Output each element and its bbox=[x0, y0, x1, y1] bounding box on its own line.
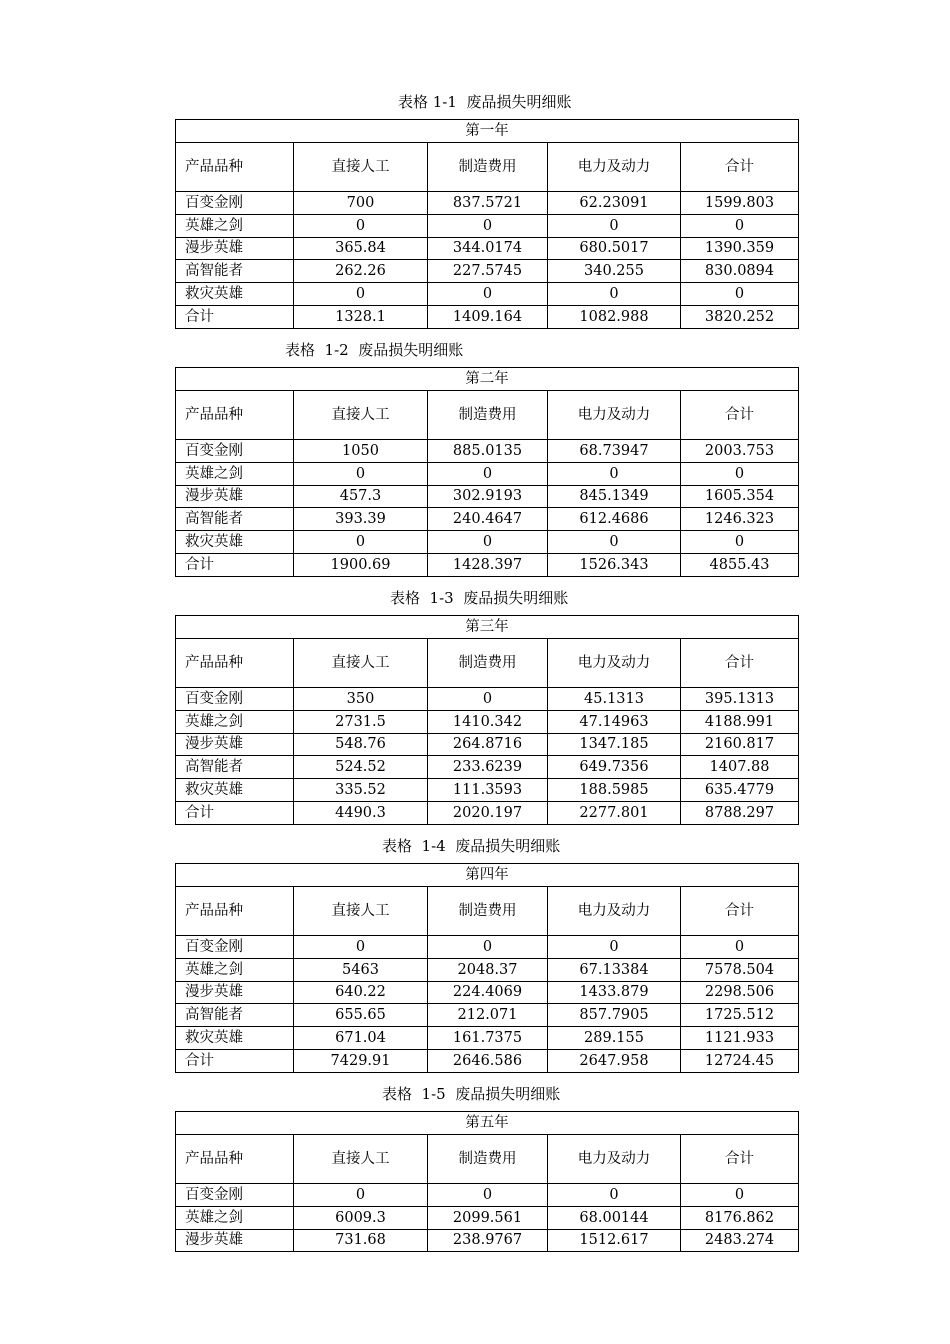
value-cell: 2003.753 bbox=[681, 440, 799, 463]
value-cell: 1082.988 bbox=[548, 305, 681, 328]
value-cell: 0 bbox=[428, 688, 548, 711]
table-row bbox=[176, 733, 799, 756]
product-name-cell: 漫步英雄 bbox=[176, 733, 294, 756]
value-cell: 161.7375 bbox=[428, 1027, 548, 1050]
value-cell: 885.0135 bbox=[428, 440, 548, 463]
value-cell: 2277.801 bbox=[548, 801, 681, 824]
value-cell: 612.4686 bbox=[548, 508, 681, 531]
column-header: 合计 bbox=[681, 887, 799, 936]
value-cell: 1390.359 bbox=[681, 237, 799, 260]
table-row bbox=[176, 283, 799, 306]
table-row bbox=[176, 756, 799, 779]
total-row bbox=[176, 305, 799, 328]
year-cell: 第四年 bbox=[176, 864, 799, 887]
column-header: 制造费用 bbox=[428, 639, 548, 688]
column-header: 电力及动力 bbox=[548, 639, 681, 688]
value-cell: 1428.397 bbox=[428, 553, 548, 576]
table-row bbox=[176, 237, 799, 260]
value-cell: 0 bbox=[681, 283, 799, 306]
value-cell: 289.155 bbox=[548, 1027, 681, 1050]
column-header: 产品品种 bbox=[176, 639, 294, 688]
column-header: 直接人工 bbox=[294, 391, 428, 440]
value-cell: 680.5017 bbox=[548, 237, 681, 260]
value-cell: 8176.862 bbox=[681, 1206, 799, 1229]
value-cell: 655.65 bbox=[294, 1004, 428, 1027]
table-row bbox=[176, 1206, 799, 1229]
product-name-cell: 英雄之剑 bbox=[176, 214, 294, 237]
column-header: 合计 bbox=[681, 1135, 799, 1184]
value-cell: 68.73947 bbox=[548, 440, 681, 463]
value-cell: 62.23091 bbox=[548, 192, 681, 215]
column-header: 制造费用 bbox=[428, 1135, 548, 1184]
value-cell: 7578.504 bbox=[681, 958, 799, 981]
value-cell: 524.52 bbox=[294, 756, 428, 779]
table-row bbox=[176, 1027, 799, 1050]
value-cell: 233.6239 bbox=[428, 756, 548, 779]
table-row bbox=[176, 260, 799, 283]
value-cell: 224.4069 bbox=[428, 981, 548, 1004]
value-cell: 830.0894 bbox=[681, 260, 799, 283]
value-cell: 0 bbox=[294, 214, 428, 237]
value-cell: 0 bbox=[548, 283, 681, 306]
product-name-cell: 漫步英雄 bbox=[176, 1229, 294, 1252]
value-cell: 6009.3 bbox=[294, 1206, 428, 1229]
product-name-cell: 漫步英雄 bbox=[176, 237, 294, 260]
table-row bbox=[176, 710, 799, 733]
value-cell: 1347.185 bbox=[548, 733, 681, 756]
value-cell: 1526.343 bbox=[548, 553, 681, 576]
column-header: 电力及动力 bbox=[548, 143, 681, 192]
value-cell: 5463 bbox=[294, 958, 428, 981]
value-cell: 238.9767 bbox=[428, 1229, 548, 1252]
product-name-cell: 英雄之剑 bbox=[176, 958, 294, 981]
column-header: 直接人工 bbox=[294, 639, 428, 688]
value-cell: 1409.164 bbox=[428, 305, 548, 328]
product-name-cell: 英雄之剑 bbox=[176, 1206, 294, 1229]
value-cell: 111.3593 bbox=[428, 779, 548, 802]
table-row bbox=[176, 214, 799, 237]
product-name-cell: 百变金刚 bbox=[176, 936, 294, 959]
table-row bbox=[176, 958, 799, 981]
value-cell: 0 bbox=[294, 936, 428, 959]
value-cell: 2731.5 bbox=[294, 710, 428, 733]
total-row bbox=[176, 553, 799, 576]
year-row bbox=[176, 120, 799, 143]
value-cell: 1121.933 bbox=[681, 1027, 799, 1050]
column-header: 电力及动力 bbox=[548, 391, 681, 440]
value-cell: 212.071 bbox=[428, 1004, 548, 1027]
column-header: 电力及动力 bbox=[548, 1135, 681, 1184]
product-name-cell: 百变金刚 bbox=[176, 688, 294, 711]
year-cell: 第二年 bbox=[176, 368, 799, 391]
table-row bbox=[176, 485, 799, 508]
scrap-loss-table-5 bbox=[175, 1111, 799, 1252]
header-row bbox=[176, 143, 799, 192]
table-row bbox=[176, 936, 799, 959]
product-name-cell: 漫步英雄 bbox=[176, 485, 294, 508]
column-header: 合计 bbox=[681, 639, 799, 688]
year-row bbox=[176, 616, 799, 639]
value-cell: 7429.91 bbox=[294, 1049, 428, 1072]
table-row bbox=[176, 981, 799, 1004]
table-row bbox=[176, 688, 799, 711]
header-row bbox=[176, 1135, 799, 1184]
value-cell: 0 bbox=[681, 1184, 799, 1207]
value-cell: 264.8716 bbox=[428, 733, 548, 756]
column-header: 制造费用 bbox=[428, 391, 548, 440]
value-cell: 640.22 bbox=[294, 981, 428, 1004]
value-cell: 4490.3 bbox=[294, 801, 428, 824]
value-cell: 1050 bbox=[294, 440, 428, 463]
product-name-cell: 英雄之剑 bbox=[176, 710, 294, 733]
value-cell: 837.5721 bbox=[428, 192, 548, 215]
product-name-cell: 百变金刚 bbox=[176, 440, 294, 463]
value-cell: 1725.512 bbox=[681, 1004, 799, 1027]
value-cell: 1433.879 bbox=[548, 981, 681, 1004]
value-cell: 2298.506 bbox=[681, 981, 799, 1004]
value-cell: 0 bbox=[681, 462, 799, 485]
table-caption-5: 表格 1-5 废品损失明细账 bbox=[382, 1085, 561, 1103]
value-cell: 12724.45 bbox=[681, 1049, 799, 1072]
value-cell: 262.26 bbox=[294, 260, 428, 283]
year-row bbox=[176, 368, 799, 391]
value-cell: 0 bbox=[428, 1184, 548, 1207]
value-cell: 302.9193 bbox=[428, 485, 548, 508]
value-cell: 227.5745 bbox=[428, 260, 548, 283]
value-cell: 671.04 bbox=[294, 1027, 428, 1050]
value-cell: 2048.37 bbox=[428, 958, 548, 981]
value-cell: 344.0174 bbox=[428, 237, 548, 260]
value-cell: 0 bbox=[428, 214, 548, 237]
value-cell: 335.52 bbox=[294, 779, 428, 802]
value-cell: 340.255 bbox=[548, 260, 681, 283]
table-row bbox=[176, 1229, 799, 1252]
value-cell: 0 bbox=[294, 1184, 428, 1207]
product-name-cell: 百变金刚 bbox=[176, 1184, 294, 1207]
value-cell: 0 bbox=[548, 936, 681, 959]
value-cell: 68.00144 bbox=[548, 1206, 681, 1229]
value-cell: 67.13384 bbox=[548, 958, 681, 981]
column-header: 产品品种 bbox=[176, 1135, 294, 1184]
year-cell: 第三年 bbox=[176, 616, 799, 639]
column-header: 直接人工 bbox=[294, 887, 428, 936]
product-name-cell: 合计 bbox=[176, 801, 294, 824]
year-cell: 第五年 bbox=[176, 1112, 799, 1135]
value-cell: 1328.1 bbox=[294, 305, 428, 328]
product-name-cell: 合计 bbox=[176, 1049, 294, 1072]
value-cell: 1512.617 bbox=[548, 1229, 681, 1252]
value-cell: 0 bbox=[428, 283, 548, 306]
value-cell: 45.1313 bbox=[548, 688, 681, 711]
table-caption-4: 表格 1-4 废品损失明细账 bbox=[382, 837, 561, 855]
column-header: 制造费用 bbox=[428, 143, 548, 192]
column-header: 直接人工 bbox=[294, 1135, 428, 1184]
value-cell: 845.1349 bbox=[548, 485, 681, 508]
value-cell: 350 bbox=[294, 688, 428, 711]
column-header: 电力及动力 bbox=[548, 887, 681, 936]
table-caption-1: 表格 1-1 废品损失明细账 bbox=[398, 93, 572, 111]
year-row bbox=[176, 864, 799, 887]
table-caption-3: 表格 1-3 废品损失明细账 bbox=[390, 589, 569, 607]
product-name-cell: 英雄之剑 bbox=[176, 462, 294, 485]
value-cell: 365.84 bbox=[294, 237, 428, 260]
year-cell: 第一年 bbox=[176, 120, 799, 143]
value-cell: 393.39 bbox=[294, 508, 428, 531]
value-cell: 0 bbox=[548, 214, 681, 237]
scrap-loss-table-3 bbox=[175, 615, 799, 825]
product-name-cell: 高智能者 bbox=[176, 1004, 294, 1027]
product-name-cell: 救灾英雄 bbox=[176, 779, 294, 802]
column-header: 制造费用 bbox=[428, 887, 548, 936]
product-name-cell: 救灾英雄 bbox=[176, 283, 294, 306]
value-cell: 700 bbox=[294, 192, 428, 215]
column-header: 直接人工 bbox=[294, 143, 428, 192]
column-header: 合计 bbox=[681, 143, 799, 192]
value-cell: 1410.342 bbox=[428, 710, 548, 733]
table-row bbox=[176, 462, 799, 485]
value-cell: 2646.586 bbox=[428, 1049, 548, 1072]
table-row bbox=[176, 508, 799, 531]
value-cell: 47.14963 bbox=[548, 710, 681, 733]
value-cell: 0 bbox=[548, 462, 681, 485]
column-header: 产品品种 bbox=[176, 391, 294, 440]
value-cell: 2099.561 bbox=[428, 1206, 548, 1229]
product-name-cell: 高智能者 bbox=[176, 260, 294, 283]
total-row bbox=[176, 801, 799, 824]
value-cell: 1407.88 bbox=[681, 756, 799, 779]
value-cell: 0 bbox=[294, 462, 428, 485]
value-cell: 3820.252 bbox=[681, 305, 799, 328]
column-header: 合计 bbox=[681, 391, 799, 440]
product-name-cell: 百变金刚 bbox=[176, 192, 294, 215]
table-row bbox=[176, 440, 799, 463]
value-cell: 635.4779 bbox=[681, 779, 799, 802]
value-cell: 0 bbox=[428, 936, 548, 959]
header-row bbox=[176, 391, 799, 440]
value-cell: 457.3 bbox=[294, 485, 428, 508]
product-name-cell: 救灾英雄 bbox=[176, 1027, 294, 1050]
column-header: 产品品种 bbox=[176, 143, 294, 192]
value-cell: 1246.323 bbox=[681, 508, 799, 531]
scrap-loss-table-4 bbox=[175, 863, 799, 1073]
value-cell: 0 bbox=[681, 936, 799, 959]
value-cell: 0 bbox=[681, 531, 799, 554]
value-cell: 4855.43 bbox=[681, 553, 799, 576]
value-cell: 0 bbox=[294, 531, 428, 554]
product-name-cell: 合计 bbox=[176, 305, 294, 328]
value-cell: 2647.958 bbox=[548, 1049, 681, 1072]
product-name-cell: 漫步英雄 bbox=[176, 981, 294, 1004]
table-row bbox=[176, 192, 799, 215]
header-row bbox=[176, 639, 799, 688]
value-cell: 0 bbox=[681, 214, 799, 237]
column-header: 产品品种 bbox=[176, 887, 294, 936]
value-cell: 1599.803 bbox=[681, 192, 799, 215]
value-cell: 857.7905 bbox=[548, 1004, 681, 1027]
value-cell: 0 bbox=[548, 531, 681, 554]
year-row bbox=[176, 1112, 799, 1135]
scrap-loss-table-2 bbox=[175, 367, 799, 577]
value-cell: 4188.991 bbox=[681, 710, 799, 733]
value-cell: 0 bbox=[428, 531, 548, 554]
value-cell: 2020.197 bbox=[428, 801, 548, 824]
product-name-cell: 救灾英雄 bbox=[176, 531, 294, 554]
table-row bbox=[176, 1184, 799, 1207]
table-row bbox=[176, 779, 799, 802]
value-cell: 649.7356 bbox=[548, 756, 681, 779]
table-row bbox=[176, 531, 799, 554]
value-cell: 188.5985 bbox=[548, 779, 681, 802]
value-cell: 8788.297 bbox=[681, 801, 799, 824]
value-cell: 2483.274 bbox=[681, 1229, 799, 1252]
value-cell: 1900.69 bbox=[294, 553, 428, 576]
header-row bbox=[176, 887, 799, 936]
scrap-loss-table-1 bbox=[175, 119, 799, 329]
value-cell: 731.68 bbox=[294, 1229, 428, 1252]
value-cell: 548.76 bbox=[294, 733, 428, 756]
product-name-cell: 高智能者 bbox=[176, 756, 294, 779]
value-cell: 0 bbox=[548, 1184, 681, 1207]
table-caption-2: 表格 1-2 废品损失明细账 bbox=[285, 341, 464, 359]
value-cell: 0 bbox=[428, 462, 548, 485]
value-cell: 2160.817 bbox=[681, 733, 799, 756]
total-row bbox=[176, 1049, 799, 1072]
table-row bbox=[176, 1004, 799, 1027]
value-cell: 0 bbox=[294, 283, 428, 306]
value-cell: 395.1313 bbox=[681, 688, 799, 711]
value-cell: 1605.354 bbox=[681, 485, 799, 508]
product-name-cell: 高智能者 bbox=[176, 508, 294, 531]
product-name-cell: 合计 bbox=[176, 553, 294, 576]
value-cell: 240.4647 bbox=[428, 508, 548, 531]
